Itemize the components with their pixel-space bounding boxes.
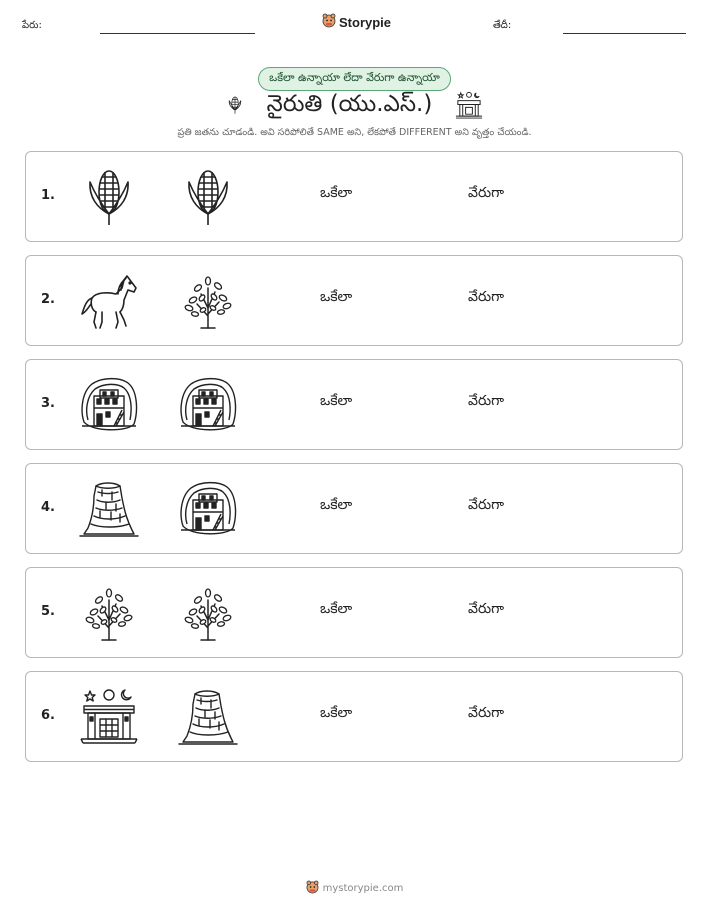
cliff-dwelling-icon	[177, 478, 239, 540]
same-option[interactable]: ఒకేలా	[320, 601, 353, 617]
pueblo-building-icon	[78, 686, 140, 748]
different-option[interactable]: వేరుగా	[468, 393, 504, 409]
desert-shrub-icon	[177, 582, 239, 644]
question-number: 5.	[41, 604, 55, 619]
cliff-dwelling-icon	[177, 374, 239, 436]
different-option[interactable]: వేరుగా	[468, 497, 504, 513]
question-number: 2.	[41, 292, 55, 307]
question-number: 6.	[41, 708, 55, 723]
page-title: నైరుతి (యు.ఎస్.)	[266, 91, 433, 117]
brand	[322, 13, 391, 32]
different-option[interactable]: వేరుగా	[468, 289, 504, 305]
date-field[interactable]	[563, 33, 686, 34]
name-field[interactable]	[100, 33, 255, 34]
worksheet-header	[0, 0, 709, 40]
mesa-rock-icon	[78, 478, 140, 540]
question-card	[25, 359, 683, 450]
question-card	[25, 151, 683, 242]
desert-shrub-icon	[78, 582, 140, 644]
storypie-logo-icon	[322, 13, 336, 32]
storypie-logo-icon	[306, 879, 319, 898]
brand-name: Storypie	[339, 15, 392, 30]
title-row	[0, 90, 709, 124]
date-label: తేదీ:	[493, 20, 512, 31]
horse-icon	[78, 270, 140, 332]
question-card	[25, 463, 683, 554]
worksheet-type-badge: ఒకేలా ఉన్నాయా లేదా వేరుగా ఉన్నాయా	[258, 67, 451, 91]
same-option[interactable]: ఒకేలా	[320, 185, 353, 201]
instructions: ప్రతి జతను చూడండి. అవి సరిపోలితే SAME అని, లేకపోతే DIFFERENT అని వృత్తం చేయండి.	[177, 127, 532, 138]
same-option[interactable]: ఒకేలా	[320, 497, 353, 513]
footer-url: mystorypie.com	[322, 883, 404, 894]
different-option[interactable]: వేరుగా	[468, 601, 504, 617]
question-card	[25, 567, 683, 658]
question-card	[25, 255, 683, 346]
question-card	[25, 671, 683, 762]
name-label: పేరు:	[22, 20, 42, 31]
desert-shrub-icon	[177, 270, 239, 332]
corn-icon	[177, 166, 239, 228]
same-option[interactable]: ఒకేలా	[320, 289, 353, 305]
same-option[interactable]: ఒకేలా	[320, 393, 353, 409]
corn-icon	[78, 166, 140, 228]
worksheet-badge-row	[0, 66, 709, 91]
footer	[0, 879, 709, 898]
question-number: 3.	[41, 396, 55, 411]
question-number: 4.	[41, 500, 55, 515]
cliff-dwelling-icon	[78, 374, 140, 436]
different-option[interactable]: వేరుగా	[468, 185, 504, 201]
mesa-rock-icon	[177, 686, 239, 748]
question-number: 1.	[41, 188, 55, 203]
pueblo-building-icon	[454, 90, 484, 124]
corn-icon	[225, 91, 245, 123]
different-option[interactable]: వేరుగా	[468, 705, 504, 721]
same-option[interactable]: ఒకేలా	[320, 705, 353, 721]
